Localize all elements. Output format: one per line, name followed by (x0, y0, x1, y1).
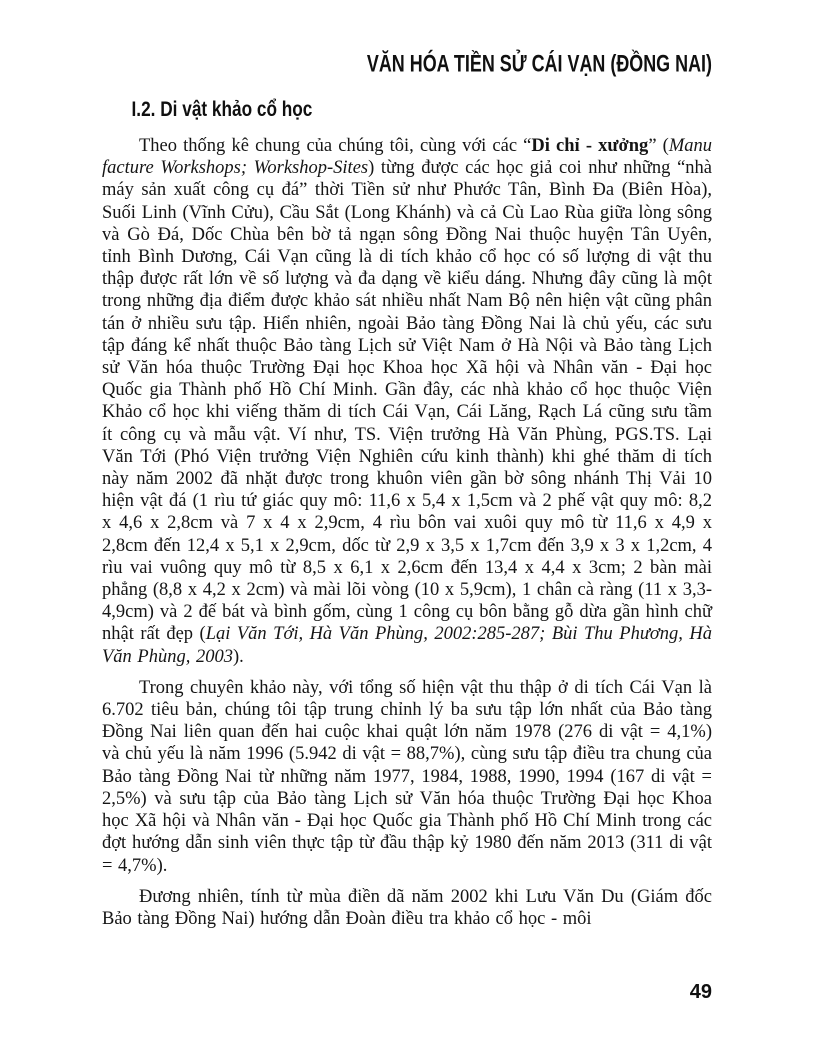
paragraph-1 (102, 135, 712, 668)
text-run: ). (232, 646, 244, 667)
body-text (102, 135, 712, 930)
page-content (102, 0, 712, 930)
text-run: Di chỉ - xưởng (531, 136, 649, 156)
text-run: Đương nhiên, tính từ mùa điền dã năm 2002 khi Lưu Văn Du (Giám đốc Bảo tàng Đồng Nai) hướng dẫn Đoàn điều tra khảo cổ học - môi (102, 886, 712, 929)
text-run: Manu facture Workshops; Workshop-Sites (102, 136, 713, 179)
text-run: ) từng được các học giả coi như những “nhà máy sản xuất công cụ đá” thời Tiền sử như Phước Tân, Bình Đa (Biên Hòa), Suối Linh (Vĩnh Cửu), Cầu Sắt (Long Khánh) và cả Cù Lao Rùa giữa lòng sông và Gò Đá, Dốc Chùa bên bờ tả ngạn sông Đồng Nai thuộc huyện Tân Uyên, tỉnh Bình Dương, Cái Vạn cũng là di tích khảo cổ học có số lượng di vật thu thập được rất lớn về số lượng và đa dạng về kiểu dáng. Nhưng đây cũng là một trong những địa điểm được khảo sát nhiều nhất Nam Bộ nên hiện vật cũng phân tán ở nhiều sưu tập. Hiển nhiên, ngoài Bảo tàng Đồng Nai là chủ yếu, các sưu tập đáng kể nhất thuộc Bảo tàng Lịch sử Việt Nam ở Hà Nội và Bảo tàng Lịch sử Văn hóa thuộc Trường Đại học Khoa học Xã hội và Nhân văn - Đại học Quốc gia Thành phố Hồ Chí Minh. Gần đây, các nhà khảo cổ học thuộc Viện Khảo cổ học khi viếng thăm di tích Cái Vạn, Cái Lăng, Rạch Lá cũng sưu tầm ít công cụ và mẫu vật. Ví như, TS. Viện trưởng Hà Văn Phùng, PGS.TS. Lại Văn Tới (Phó Viện trưởng Viện Nghiên cứu kinh thành) khi ghé thăm di tích này năm 2002 đã nhặt được trong khuôn viên gần bờ sông nhánh Thị Vải 10 hiện vật đá (1 rìu tứ giác quy mô: 11,6 x 5,4 x 1,5cm và 2 phế vật quy mô: 8,2 x 4,6 x 2,8cm và 7 x 4 x 2,9cm, 4 rìu bôn vai xuôi quy mô từ 11,6 x 4,9 x 2,8cm đến 12,4 x 5,1 x 2,9cm, dốc từ 2,9 x 3,5 x 1,7cm đến 3,9 x 3 x 1,2cm, 4 rìu vai vuông quy mô từ 8,5 x 6,1 x 2,6cm đến 13,4 x 4,4 x 3cm; 2 bàn mài phẳng (8,8 x 4,2 x 2cm) và mài lõi vòng (10 x 5,9cm), 1 chân cà ràng (11 x 3,3-4,9cm) và 2 đế bát và bình gốm, cùng 1 công cụ bôn bằng gỗ dừa gần hình chữ nhật rất đẹp ( (102, 158, 712, 645)
paragraph-3 (102, 886, 712, 930)
text-run: ” ( (648, 136, 669, 156)
running-header-title: VĂN HÓA TIỀN SỬ CÁI VẠN (ĐỒNG NAI) (366, 49, 712, 77)
text-run: Lại Văn Tới, Hà Văn Phùng, 2002:285-287; Bùi Thu Phương, Hà Văn Phùng, 2003 (102, 624, 712, 667)
page-number: 49 (689, 981, 712, 1003)
paragraph-2 (102, 677, 712, 877)
section-heading: I.2. Di vật khảo cổ học (131, 97, 313, 122)
text-run: Theo thống kê chung của chúng tôi, cùng với các “ (139, 136, 532, 156)
text-run: Trong chuyên khảo này, với tổng số hiện vật thu thập ở di tích Cái Vạn là 6.702 tiêu bản, chúng tôi tập trung chỉnh lý ba sưu tập lớn nhất của Bảo tàng Đồng Nai liên quan đến hai cuộc khai quật lớn năm 1978 (276 di vật = 4,1%) và chủ yếu là năm 1996 (5.942 di vật = 88,7%), cùng sưu tập điều tra chung của Bảo tàng Đồng Nai từ những năm 1977, 1984, 1988, 1990, 1994 (167 di vật = 2,5%) và sưu tập của Bảo tàng Lịch sử Văn hóa thuộc Trường Đại học Khoa học Xã hội và Nhân văn - Đại học Quốc gia Thành phố Hồ Chí Minh trong các đợt hướng dẫn sinh viên thực tập từ đầu thập kỷ 1980 đến năm 2013 (311 di vật = 4,7%). (102, 677, 712, 876)
